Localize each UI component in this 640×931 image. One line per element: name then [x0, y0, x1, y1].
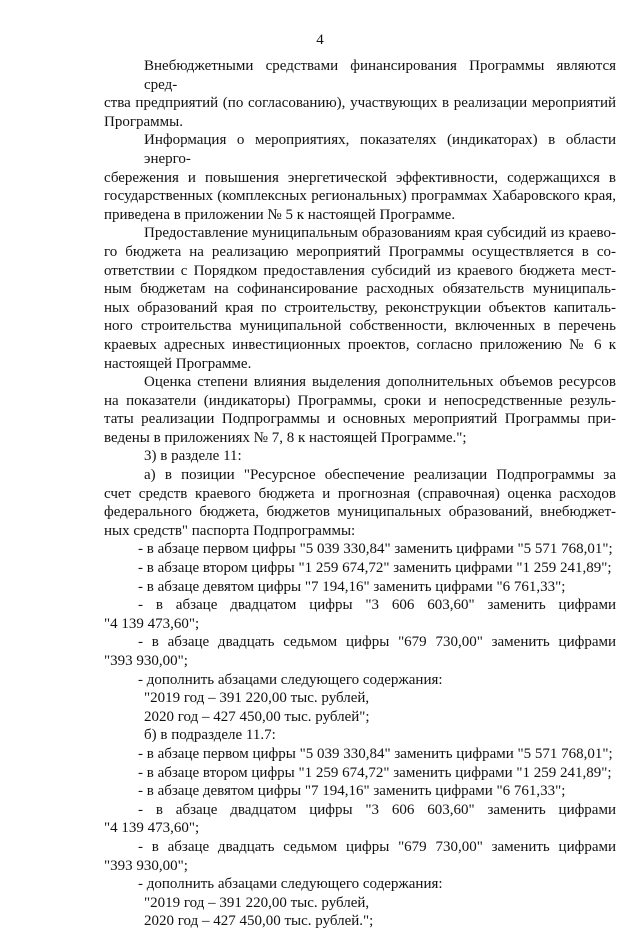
text-line: 2020 год – 427 450,00 тыс. рублей"; [144, 708, 370, 725]
text-line: счет средств краевого бюджета и прогнозная (справочная) оценка расходов [104, 485, 616, 502]
text-line: "4 139 473,60"; [104, 615, 200, 632]
text-line: "393 930,00"; [104, 857, 188, 874]
text-line: - в абзаце втором цифры "1 259 674,72" заменить цифрами "1 259 241,89"; [138, 764, 612, 781]
text-line: го бюджета на реализацию мероприятий Программы осуществляется в со- [104, 243, 616, 260]
text-line: на показатели (индикаторы) Программы, сроки и непосредственные резуль- [104, 392, 616, 409]
text-line: настоящей Программе. [104, 355, 252, 372]
text-line: - дополнить абзацами следующего содержания: [138, 671, 443, 688]
text-line: краевых адресных инвестиционных проектов, согласно приложению № 6 к [104, 336, 616, 353]
text-line: сбережения и повышения энергетической эффективности, содержащихся в [104, 169, 616, 186]
text-line: 3) в разделе 11: [144, 448, 242, 465]
text-line: - в абзаце девятом цифры "7 194,16" заменить цифрами "6 761,33"; [138, 578, 566, 595]
text-line: - в абзаце двадцать седьмом цифры "679 730,00" заменить цифрами [138, 838, 616, 855]
text-line: - в абзаце втором цифры "1 259 674,72" заменить цифрами "1 259 241,89"; [138, 560, 612, 577]
text-line: б) в подразделе 11.7: [144, 727, 276, 744]
text-line: Программы. [104, 113, 183, 130]
text-line: Информация о мероприятиях, показателях (индикаторах) в области энерго- [144, 132, 616, 167]
text-line: приведена в приложении № 5 к настоящей Программе. [104, 206, 456, 223]
text-line: ства предприятий (по согласованию), участвующих в реализации мероприятий [104, 95, 616, 112]
page-number: 4 [316, 32, 324, 48]
text-line: таты реализации Подпрограммы и основных мероприятий Программы при- [104, 411, 616, 428]
text-line: "2019 год – 391 220,00 тыс. рублей, [144, 690, 370, 707]
text-line: ным бюджетам на софинансирование расходных обязательств муниципаль- [104, 281, 616, 298]
text-line: - в абзаце девятом цифры "7 194,16" заменить цифрами "6 761,33"; [138, 783, 566, 800]
document-body [104, 57, 616, 931]
text-line: Предоставление муниципальным образованиям края субсидий из краево- [144, 225, 616, 242]
text-line: федерального бюджета, бюджетов муниципальных образований, внебюджет- [104, 504, 616, 521]
text-line: "2019 год – 391 220,00 тыс. рублей, [144, 894, 370, 911]
text-line: 2020 год – 427 450,00 тыс. рублей."; [144, 913, 374, 930]
text-line: ных средств" паспорта Подпрограммы: [104, 522, 356, 539]
text-line: Оценка степени влияния выделения дополнительных объемов ресурсов [144, 374, 616, 391]
text-line: ответствии с Порядком предоставления субсидий из краевого бюджета мест- [104, 262, 616, 279]
text-line: ного строительства муниципальной собственности, включенных в перечень [104, 318, 616, 335]
text-line: - дополнить абзацами следующего содержания: [138, 876, 443, 893]
text-line: - в абзаце двадцать седьмом цифры "679 730,00" заменить цифрами [138, 634, 616, 651]
text-line: - в абзаце двадцатом цифры "3 606 603,60" заменить цифрами [138, 597, 616, 614]
text-line: - в абзаце первом цифры "5 039 330,84" заменить цифрами "5 571 768,01"; [138, 745, 613, 762]
text-line: ведены в приложениях № 7, 8 к настоящей Программе."; [104, 429, 467, 446]
text-line: - в абзаце двадцатом цифры "3 606 603,60" заменить цифрами [138, 801, 616, 818]
text-line: "393 930,00"; [104, 653, 188, 669]
text-line: "4 139 473,60"; [104, 820, 200, 837]
text-line: государственных (комплексных региональных) программах Хабаровского края, [104, 188, 616, 205]
text-line: - в абзаце первом цифры "5 039 330,84" заменить цифрами "5 571 768,01"; [138, 541, 613, 558]
text-line: ных образований края по строительству, реконструкции объектов капиталь- [104, 299, 616, 316]
text-line: Внебюджетными средствами финансирования Программы являются сред- [144, 58, 616, 93]
text-line: а) в позиции "Ресурсное обеспечение реализации Подпрограммы за [144, 467, 616, 484]
